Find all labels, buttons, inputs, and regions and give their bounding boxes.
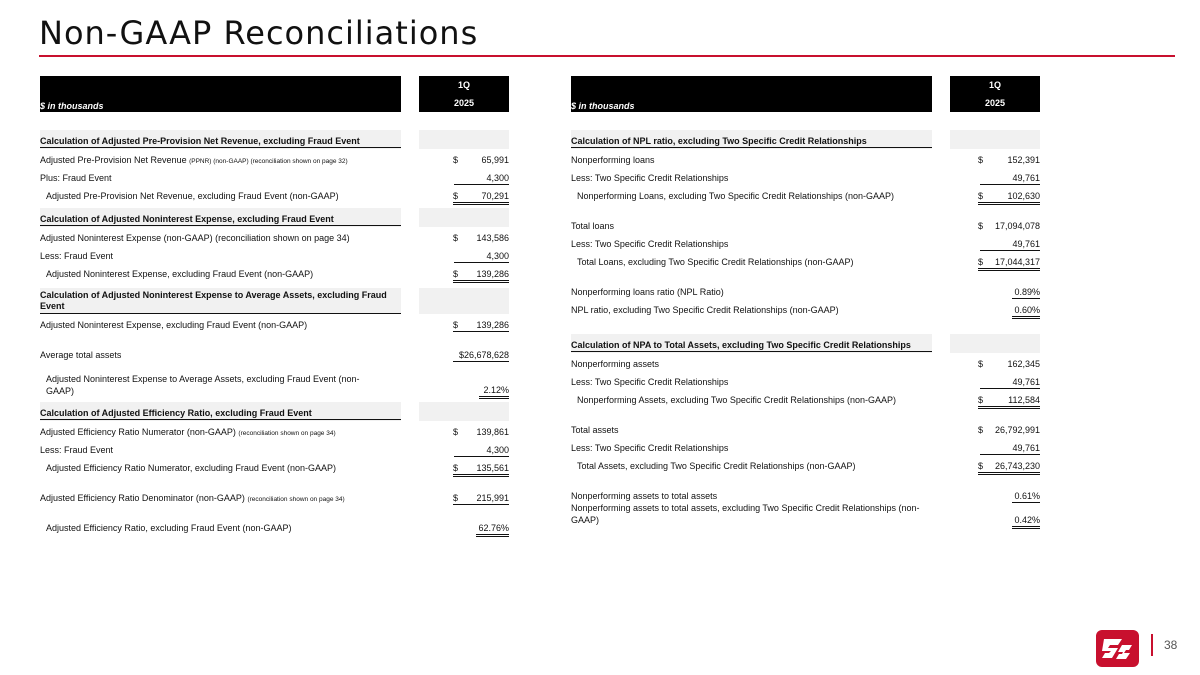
header-bar bbox=[40, 76, 401, 112]
section-label: Calculation of NPL ratio, excluding Two Specific Credit Relationships bbox=[571, 130, 932, 148]
unit-label: $ in thousands bbox=[40, 101, 104, 111]
quarter-label: 1Q bbox=[457, 80, 470, 90]
section-label: Calculation of NPA to Total Assets, excluding Two Specific Credit Relationships bbox=[571, 334, 932, 352]
section-header bbox=[40, 130, 509, 149]
table-row: Nonperforming assets to total assets, excluding Two Specific Credit Relationships (non-GAAP) 0.42% bbox=[571, 502, 1040, 526]
section-value-cell bbox=[419, 130, 509, 149]
title-rule bbox=[39, 55, 1175, 57]
page-number: 38 bbox=[1164, 638, 1178, 652]
bank-logo-icon bbox=[1096, 630, 1139, 667]
year-label: 2025 bbox=[453, 98, 475, 108]
page-title: Non-GAAP Reconciliations bbox=[39, 14, 479, 52]
section-value-cell bbox=[419, 208, 509, 227]
section-header bbox=[571, 130, 1040, 149]
period-header bbox=[419, 76, 509, 112]
unit-label: $ in thousands bbox=[571, 101, 635, 111]
section-label: Calculation of Adjusted Pre-Provision Net Revenue, excluding Fraud Event bbox=[40, 130, 401, 148]
section-value-cell bbox=[950, 130, 1040, 149]
quarter-label: 1Q bbox=[988, 80, 1001, 90]
section-header bbox=[40, 288, 509, 314]
section-value-cell bbox=[419, 288, 509, 314]
section-header bbox=[40, 402, 509, 421]
year-label: 2025 bbox=[984, 98, 1006, 108]
header-bar bbox=[571, 76, 932, 112]
section-label: Calculation of Adjusted Noninterest Expense, excluding Fraud Event bbox=[40, 208, 401, 226]
section-label: Calculation of Adjusted Efficiency Ratio, excluding Fraud Event bbox=[40, 402, 401, 420]
section-value-cell bbox=[950, 334, 1040, 353]
footer-divider bbox=[1151, 634, 1153, 656]
section-value-cell bbox=[419, 402, 509, 421]
table-row: Adjusted Noninterest Expense to Average Assets, excluding Fraud Event (non-GAAP) 2.12% bbox=[40, 373, 509, 397]
period-header bbox=[950, 76, 1040, 112]
section-header bbox=[40, 208, 509, 227]
section-label: Calculation of Adjusted Noninterest Expense to Average Assets, excluding Fraud Event bbox=[40, 288, 401, 314]
section-header bbox=[571, 334, 1040, 353]
